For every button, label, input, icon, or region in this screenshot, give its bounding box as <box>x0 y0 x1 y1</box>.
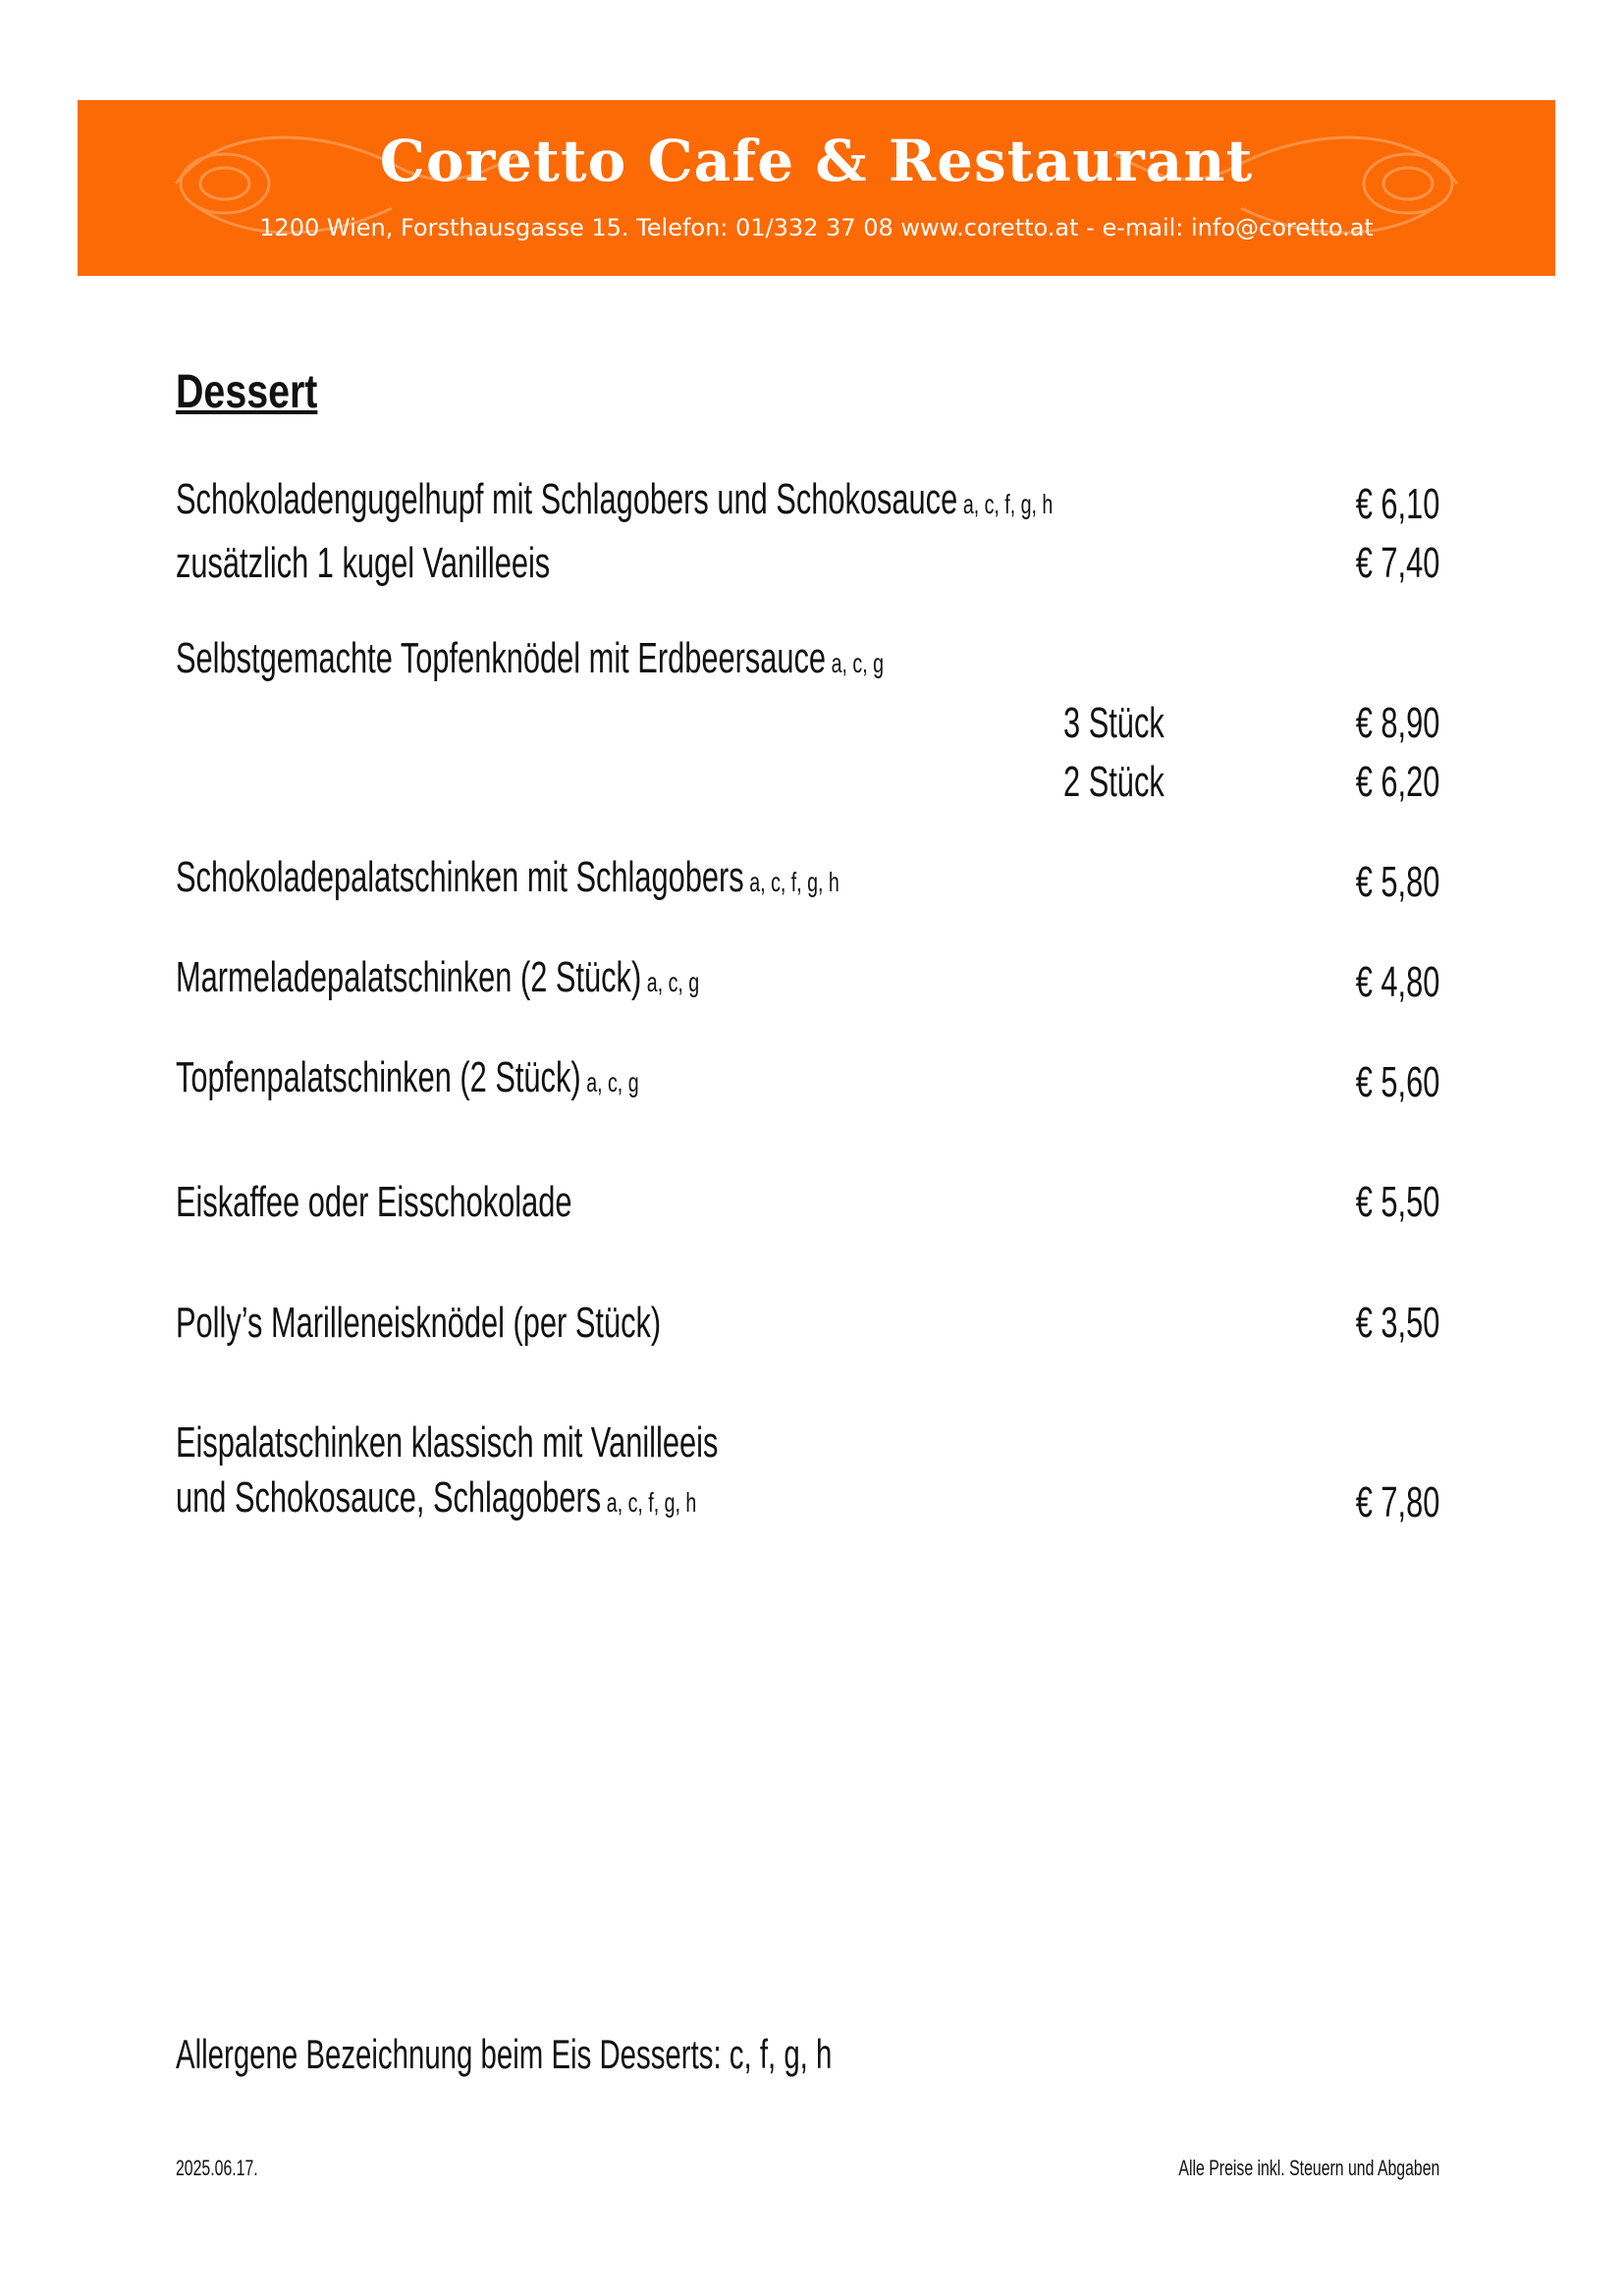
menu-item <box>176 953 1439 1012</box>
item-price: € 6,10 <box>1355 480 1439 528</box>
item-name: und Schokosauce, Schlagobers <box>176 1473 602 1522</box>
menu-item-variant <box>176 753 1439 812</box>
item-price: € 6,20 <box>1355 758 1439 806</box>
item-name: Marmeladepalatschinken (2 Stück) <box>176 953 642 1001</box>
menu-item <box>176 634 1439 693</box>
item-name: Polly’s Marilleneisknödel (per Stück) <box>176 1299 662 1347</box>
item-name: Schokoladepalatschinken mit Schlagobers <box>176 853 744 901</box>
menu-item-variant <box>176 694 1439 753</box>
item-price: € 8,90 <box>1355 699 1439 747</box>
header-banner <box>78 100 1555 276</box>
item-quantity: 3 Stück <box>1063 699 1164 747</box>
item-name: Topfenpalatschinken (2 Stück) <box>176 1053 581 1101</box>
item-name: Eispalatschinken klassisch mit Vanilleeis <box>176 1418 719 1467</box>
item-allergens: a, c, f, g, h <box>749 867 839 897</box>
restaurant-address: 1200 Wien, Forsthausgasse 15. Telefon: 01/332 37 08 www.coretto.at - e-mail: info@coretto.at <box>259 214 1374 241</box>
item-allergens: a, c, g <box>831 648 885 678</box>
item-allergens: a, c, f, g, h <box>606 1487 697 1518</box>
allergen-note: Allergene Bezeichnung beim Eis Desserts: c, f, g, h <box>176 2031 833 2077</box>
item-allergens: a, c, g <box>586 1067 639 1097</box>
menu-item <box>176 475 1439 534</box>
item-name: Schokoladengugelhupf mit Schlagobers und Schokosauce <box>176 475 958 523</box>
item-price: € 7,80 <box>1355 1478 1439 1526</box>
menu-item <box>176 853 1439 912</box>
item-price: € 7,40 <box>1355 539 1439 587</box>
item-name: Eiskaffee oder Eisschokolade <box>176 1178 572 1226</box>
item-price: € 3,50 <box>1355 1299 1439 1347</box>
item-allergens: a, c, g <box>646 967 700 997</box>
menu-item <box>176 1473 1439 1532</box>
section-title: Dessert <box>176 366 318 418</box>
menu-item <box>176 1173 1439 1232</box>
item-quantity: 2 Stück <box>1063 758 1164 806</box>
item-name: zusätzlich 1 kugel Vanilleeis <box>176 539 551 587</box>
item-name: Selbstgemachte Topfenknödel mit Erdbeersauce <box>176 634 827 682</box>
menu-item <box>176 534 1439 593</box>
item-price: € 5,60 <box>1355 1058 1439 1106</box>
item-price: € 5,80 <box>1355 858 1439 906</box>
restaurant-name: Coretto Cafe & Restaurant <box>379 128 1254 194</box>
item-price: € 4,80 <box>1355 958 1439 1006</box>
menu-item <box>176 1053 1439 1112</box>
menu-date: 2025.06.17. <box>176 2156 258 2180</box>
item-allergens: a, c, f, g, h <box>962 489 1054 519</box>
menu-item <box>176 1294 1439 1353</box>
tax-note: Alle Preise inkl. Steuern und Abgaben <box>1178 2156 1439 2180</box>
item-price: € 5,50 <box>1355 1178 1439 1226</box>
menu-item <box>176 1414 1439 1472</box>
